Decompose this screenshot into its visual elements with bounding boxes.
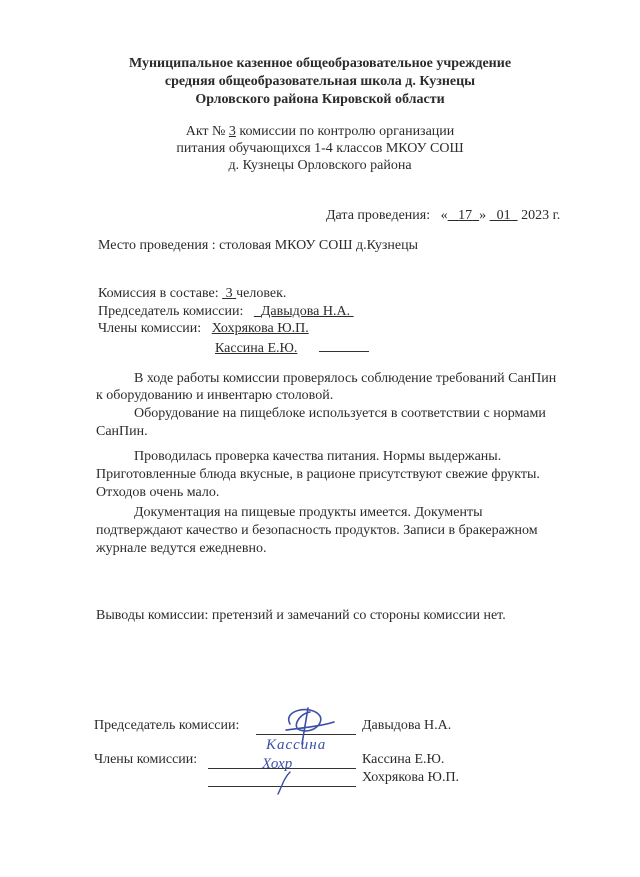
p3-line-3: Отходов очень мало. <box>96 485 220 500</box>
member2-signature-image: Хохр <box>262 756 293 772</box>
member-1: Хохрякова Ю.П. <box>211 321 309 336</box>
composition-line <box>98 286 286 302</box>
p4-line-3: журнале ведутся ежедневно. <box>96 541 267 556</box>
chair-line <box>98 304 354 320</box>
sign-member1-name: Кассина Е.Ю. <box>362 752 445 767</box>
p4-line-1: Документация на пищевые продукты имеется. Документы <box>134 505 483 520</box>
header-line-2: средняя общеобразовательная школа д. Кузнецы <box>164 74 476 89</box>
blank-line <box>319 339 369 352</box>
composition-unit: человек. <box>236 286 287 301</box>
p3-line-1: Проводилась проверка качества питания. Нормы выдержаны. <box>134 449 502 464</box>
p4-line-2: подтверждают качество и безопасность продуктов. Записи в бракеражном <box>96 523 538 538</box>
header-line-3: Орловского района Кировской области <box>195 92 445 107</box>
act-title-line-1 <box>0 124 640 140</box>
act-title-line-3: д. Кузнецы Орловского района <box>228 158 412 173</box>
sign-member2-name: Хохрякова Ю.П. <box>362 770 460 785</box>
header-line-1: Муниципальное казенное общеобразовательное учреждение <box>128 56 512 71</box>
date-label: Дата проведения: <box>326 208 431 223</box>
p1-line-1: В ходе работы комиссии проверялось соблюдение требований СанПин <box>134 371 557 386</box>
date-day: 17 <box>458 208 473 223</box>
act-prefix: Акт № <box>185 124 226 139</box>
date-year: 2023 г. <box>521 208 561 223</box>
date-close-quote: » <box>479 208 487 223</box>
date-open-quote: « <box>440 208 448 223</box>
members-line <box>98 321 309 337</box>
sign-chair-name: Давыдова Н.А. <box>362 718 452 733</box>
place-line: Место проведения : столовая МКОУ СОШ д.Кузнецы <box>98 238 418 253</box>
date-line <box>326 208 560 224</box>
conclusion-line: Выводы комиссии: претензий и замечаний со стороны комиссии нет. <box>96 608 506 623</box>
member2-signature-stroke <box>270 770 310 796</box>
p2-line-1: Оборудование на пищеблоке используется в соответствии с нормами <box>134 406 546 421</box>
sign-members-label: Члены комиссии: <box>94 752 198 767</box>
sign-chair-line <box>94 718 239 734</box>
member1-signature-image: Кассина <box>266 737 327 753</box>
chair-label: Председатель комиссии: <box>98 304 244 319</box>
p2-line-2: СанПин. <box>96 424 148 439</box>
chair-name: Давыдова Н.А. <box>260 304 351 319</box>
act-title-rest: комиссии по контролю организации <box>239 124 455 139</box>
member-2: Кассина Е.Ю. <box>215 341 298 356</box>
p1-line-2: к оборудованию и инвентарю столовой. <box>96 388 334 403</box>
p3-line-2: Приготовленные блюда вкусные, в рационе присутствуют свежие фрукты. <box>96 467 540 482</box>
date-month: 01 <box>496 208 511 223</box>
act-number: 3 <box>228 124 236 139</box>
composition-count: 3 <box>225 286 233 301</box>
sign-chair-label: Председатель комиссии: <box>94 718 240 733</box>
composition-label: Комиссия в составе: <box>98 286 219 301</box>
members-label: Члены комиссии: <box>98 321 202 336</box>
act-title-line-2: питания обучающихся 1-4 классов МКОУ СОШ <box>176 141 464 156</box>
member-2-line <box>215 339 369 357</box>
